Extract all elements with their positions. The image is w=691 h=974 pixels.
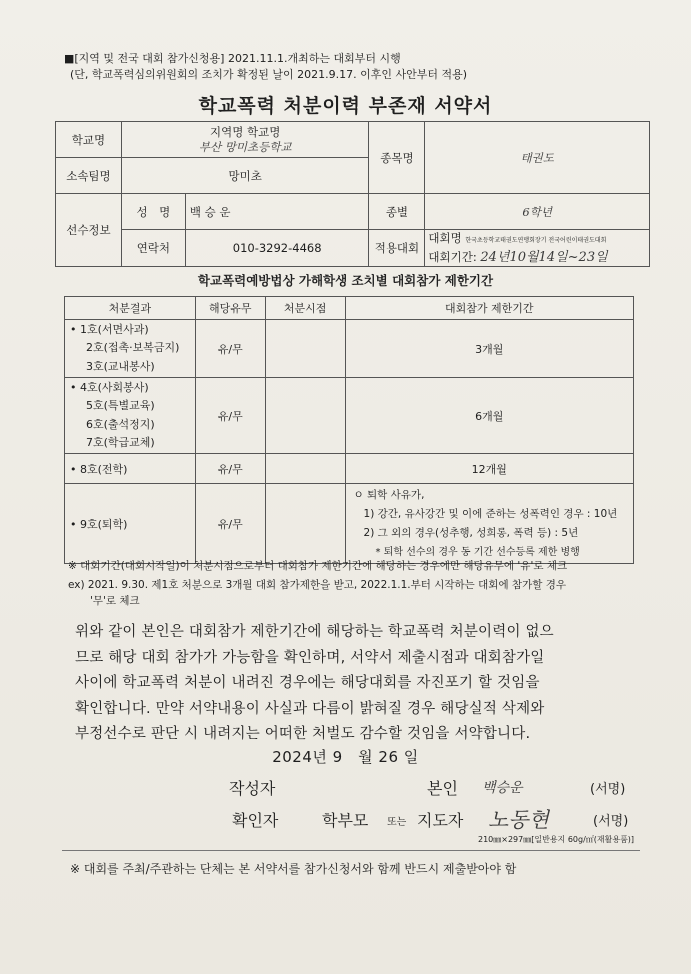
- coach-seal: (서명): [593, 814, 629, 829]
- contact-label: 연락처: [121, 230, 185, 267]
- period-value: 3개월: [345, 320, 633, 378]
- period-detail: [345, 484, 633, 564]
- disposition-item: 7호(학급교체): [86, 436, 155, 449]
- notice-line-1: ■[지역 및 전국 대회 참가신청용] 2021.11.1.개최하는 대회부터 시행: [64, 52, 401, 65]
- col-applicable-header: 해당유무: [195, 297, 265, 320]
- applicable-value: 유/무: [195, 484, 265, 564]
- table-row: [65, 320, 634, 378]
- self-signature: 백승운: [482, 780, 523, 796]
- note-line-2: ex) 2021. 9.30. 제1호 처분으로 3개월 대회 참가제한을 받고, 2022.1.1.부터 시작하는 대회에 참가할 경우: [68, 579, 566, 591]
- info-table: [55, 121, 650, 267]
- pledge-paragraph: [75, 620, 554, 748]
- footer-note: ※ 대회를 주최/주관하는 단체는 본 서약서를 참가신청서와 함께 반드시 제출받아야 함: [70, 862, 517, 876]
- disposition-item: • 8호(전학): [65, 454, 196, 484]
- pledge-date: 2024년 9 월 26 일: [272, 748, 419, 766]
- divider: [62, 850, 640, 851]
- tournament-name-value: 한국초등학교태권도연맹회장기 전국어린이태권도대회: [465, 237, 607, 244]
- pledge-line: 므로 해당 대회 참가가 가능함을 확인하며, 서약서 제출시점과 대회참가일: [75, 649, 545, 666]
- disposition-item: • 9호(퇴학): [65, 484, 196, 564]
- limits-heading: 학교폭력예방법상 가해학생 조치별 대회참가 제한기간: [197, 273, 494, 288]
- disposition-item: 5호(특별교육): [86, 399, 155, 412]
- disposition-time-cell: [265, 320, 345, 378]
- table-row: [65, 454, 634, 484]
- notice-line-2: (단, 학교폭력심의위원회의 조치가 확정된 날이 2021.9.17. 이후인 사안부터 적용): [70, 68, 468, 81]
- coach-signature: 노동현: [488, 808, 549, 832]
- period-line: 2) 그 외의 경우(성추행, 성희롱, 폭력 등) : 5년: [363, 526, 579, 539]
- event-label: 종목명: [369, 122, 425, 194]
- category-value: 6학년: [425, 194, 650, 230]
- school-cell: [121, 122, 369, 158]
- author-label: 작성자: [229, 779, 276, 798]
- confirmer-label: 확인자: [232, 811, 279, 830]
- applied-label: 적용대회: [369, 230, 425, 267]
- period-value: 12개월: [345, 454, 633, 484]
- coach-label: 지도자: [417, 811, 464, 830]
- note-line-3: '무'로 체크: [90, 595, 140, 607]
- disposition-item: • 1호(서면사과): [70, 322, 149, 336]
- pledge-line: 위와 같이 본인은 대회참가 제한기간에 해당하는 학교폭력 처분이력이 없으: [75, 624, 554, 640]
- col-result-header: 처분결과: [65, 297, 196, 320]
- table-row: [65, 484, 634, 564]
- note-line-1: ※ 대회기간(대회시작일)이 처분시점으로부터 대회참가 제한기간에 해당하는 경우에만 해당유무에 '유'로 체크: [68, 560, 568, 572]
- disposition-item: 6호(출석정지): [86, 417, 155, 431]
- period-line: 1) 강간, 유사강간 및 이에 준하는 성폭력인 경우 : 10년: [363, 507, 618, 520]
- school-value: 부산 망미초등학교: [198, 139, 292, 154]
- table-row: [65, 378, 634, 454]
- tournament-name-label: 대회명: [428, 231, 462, 245]
- col-time-header: 처분시점: [265, 297, 345, 320]
- self-seal: (서명): [590, 782, 626, 797]
- disposition-time-cell: [265, 378, 345, 454]
- limits-table: [64, 296, 634, 564]
- period-line: ㅇ 퇴학 사유가,: [353, 488, 425, 501]
- team-label: 소속팀명: [56, 158, 122, 194]
- school-label: 학교명: [56, 122, 122, 158]
- period-value: 6개월: [345, 378, 633, 454]
- pledge-line: 부정선수로 판단 시 내려지는 어떠한 처벌도 감수할 것임을 서약합니다.: [75, 726, 531, 742]
- tournament-cell: [425, 230, 650, 267]
- applicable-value: 유/무: [195, 320, 265, 378]
- col-period-header: 대회참가 제한기간: [345, 297, 633, 320]
- event-value: 태권도: [425, 122, 650, 194]
- disposition-item: • 4호(사회봉사): [70, 380, 149, 394]
- disposition-time-cell: [265, 484, 345, 564]
- team-value: 망미초: [121, 158, 369, 194]
- tournament-period-value: 24년10월14일~23일: [480, 250, 608, 265]
- applicable-value: 유/무: [195, 378, 265, 454]
- name-value: 백 승 운: [185, 194, 369, 230]
- document-title: 학교폭력 처분이력 부존재 서약서: [198, 95, 493, 117]
- category-label: 종별: [369, 194, 425, 230]
- disposition-item: 3호(교내봉사): [86, 359, 155, 373]
- athlete-label: 선수정보: [56, 194, 122, 267]
- pledge-line: 확인합니다. 만약 서약내용이 사실과 다름이 밝혀질 경우 해당실적 삭제와: [75, 700, 545, 717]
- contact-value: 010-3292-4468: [185, 230, 369, 267]
- disposition-item: 2호(접촉·보복금지): [86, 341, 180, 355]
- parent-label: 학부모: [322, 811, 369, 830]
- disposition-time-cell: [265, 454, 345, 484]
- name-label: 성 명: [121, 194, 185, 230]
- tournament-period-label: 대회기간:: [428, 250, 477, 264]
- applicable-value: 유/무: [195, 454, 265, 484]
- school-sub-label: 지역명 학교명: [210, 124, 281, 139]
- paper-spec: 210㎜×297㎜[일반용지 60g/㎡(재활용품)]: [478, 835, 635, 844]
- self-label: 본인: [427, 779, 458, 798]
- period-line: * 퇴학 선수의 경우 동 기간 선수등록 제한 병행: [375, 546, 580, 558]
- pledge-line: 사이에 학교폭력 처분이 내려진 경우에는 해당대회를 자진포기 할 것임을: [75, 675, 540, 691]
- or-label: 또는: [387, 817, 407, 828]
